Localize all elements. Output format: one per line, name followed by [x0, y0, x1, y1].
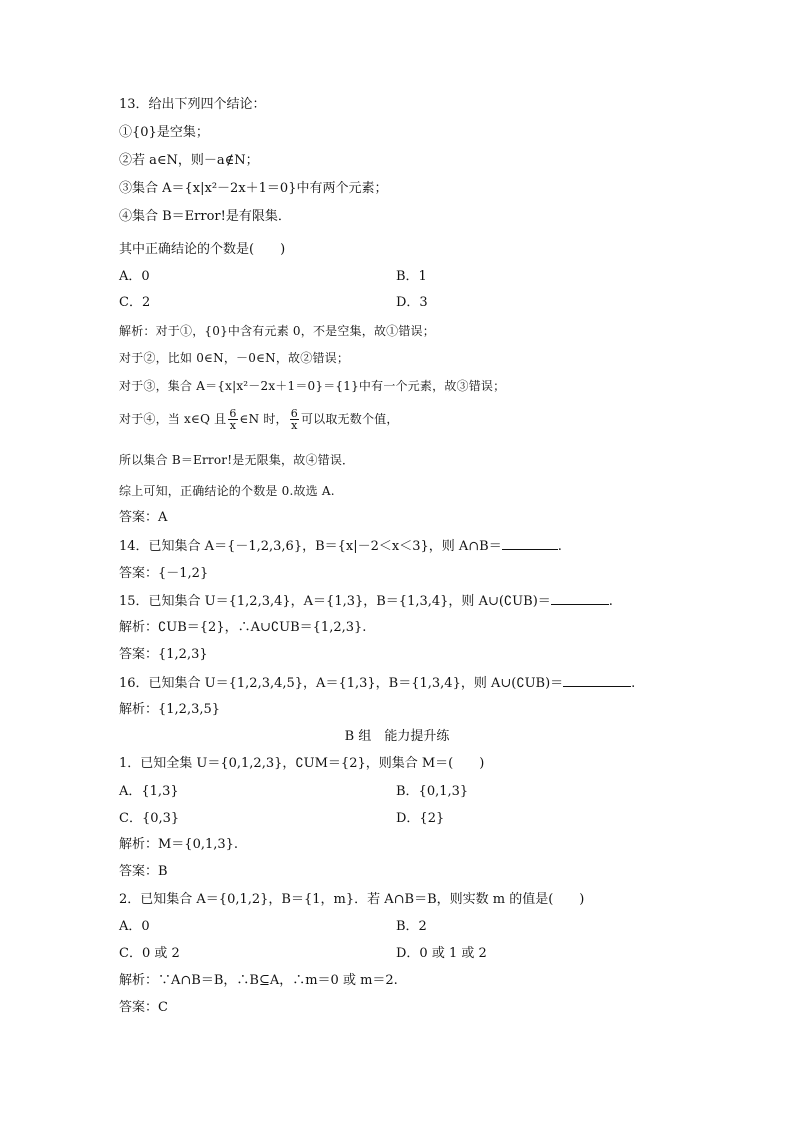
q13-solution-2: 对于②，比如 0∈N，－0∈N，故②错误； [119, 351, 350, 365]
q15-answer-blank [551, 592, 609, 605]
q13-stem: 13．给出下列四个结论： [119, 97, 266, 112]
q16-stem-tail: . [631, 676, 636, 691]
q13-solution-3: 对于③，集合 A＝{x|x²－2x＋1＝0}＝{1}中有一个元素，故③错误； [119, 379, 506, 393]
fraction-6-over-x-2 [290, 408, 299, 431]
q13-conclusion-2: ②若 a∈N，则－a∉N； [119, 153, 259, 168]
fraction-numerator-2: 6 [290, 407, 298, 420]
b2-option-c: C．0 或 2 [119, 946, 180, 961]
q15-stem-text: 15．已知集合 U＝{1,2,3,4}，A＝{1,3}，B＝{1,3,4}，则 A∪(∁UB)＝ [119, 594, 551, 609]
q14-stem [119, 537, 562, 556]
q13-solution-4 [119, 408, 399, 431]
b2-option-a: A．0 [119, 919, 150, 934]
q14-stem-text: 14．已知集合 A＝{－1,2,3,6}，B＝{x|－2＜x＜3}，则 A∩B＝ [119, 539, 502, 554]
q16-solution: 解析：{1,2,3,5} [119, 702, 221, 717]
q15-stem [119, 592, 613, 611]
group-b-heading: B 组 能力提升练 [344, 729, 450, 744]
q16-stem-text: 16．已知集合 U＝{1,2,3,4,5}，A＝{1,3}，B＝{1,3,4}，则 A∪(∁UB)＝ [119, 676, 564, 691]
q13-solution-6: 综上可知，正确结论的个数是 0.故选 A. [119, 484, 335, 498]
q15-answer: 答案：{1,2,3} [119, 647, 208, 662]
q16-stem [119, 674, 635, 693]
q13-conclusion-4: ④集合 B＝Error!是有限集． [119, 209, 291, 224]
b1-stem: 1．已知全集 U＝{0,1,2,3}，∁UM＝{2}，则集合 M＝( ) [119, 756, 485, 771]
q15-solution: 解析：∁UB＝{2}，∴A∪∁UB＝{1,2,3}. [119, 620, 367, 635]
b2-option-d: D．0 或 1 或 2 [396, 946, 487, 961]
fraction-denominator: x [229, 419, 237, 432]
b1-option-c: C．{0,3} [119, 811, 180, 826]
b1-answer: 答案：B [119, 864, 168, 879]
q13-solution-4-mid: ∈N 时， [239, 412, 288, 426]
q13-option-d: D．3 [396, 295, 428, 310]
q14-answer: 答案：{－1,2} [119, 566, 209, 581]
q16-answer-blank [563, 674, 631, 687]
q13-option-c: C．2 [119, 295, 151, 310]
b1-option-a: A．{1,3} [119, 784, 179, 799]
q13-conclusion-3: ③集合 A＝{x|x²－2x＋1＝0}中有两个元素； [119, 181, 388, 196]
b1-solution: 解析：M＝{0,1,3}. [119, 837, 239, 852]
q14-answer-blank [502, 537, 558, 550]
fraction-denominator-2: x [291, 419, 298, 432]
q13-solution-5: 所以集合 B＝Error!是无限集，故④错误． [119, 453, 355, 467]
q13-solution-1: 解析：对于①，{0}中含有元素 0，不是空集，故①错误； [119, 324, 435, 338]
b2-solution: 解析：∵A∩B＝B，∴B⊆A，∴m＝0 或 m＝2. [119, 973, 398, 988]
b1-option-b: B．{0,1,3} [396, 784, 469, 799]
q13-question: 其中正确结论的个数是( ) [119, 242, 286, 257]
q13-option-b: B．1 [396, 269, 427, 284]
b2-stem: 2．已知集合 A＝{0,1,2}，B＝{1，m}．若 A∩B＝B，则实数 m 的值是( ) [119, 892, 585, 907]
q15-stem-tail: . [608, 594, 613, 609]
q14-stem-tail: . [557, 539, 562, 554]
q13-answer: 答案：A [119, 510, 168, 525]
fraction-numerator: 6 [229, 407, 237, 420]
q13-conclusion-1: ①{0}是空集； [119, 125, 209, 140]
b2-option-b: B．2 [396, 919, 427, 934]
b1-option-d: D．{2} [396, 811, 445, 826]
fraction-6-over-x [228, 408, 237, 431]
q13-option-a: A．0 [119, 269, 150, 284]
q13-solution-4-pre: 对于④，当 x∈Q 且 [119, 412, 227, 426]
q13-solution-4-post: 可以取无数个值， [300, 412, 399, 426]
b2-answer: 答案：C [119, 1000, 168, 1015]
